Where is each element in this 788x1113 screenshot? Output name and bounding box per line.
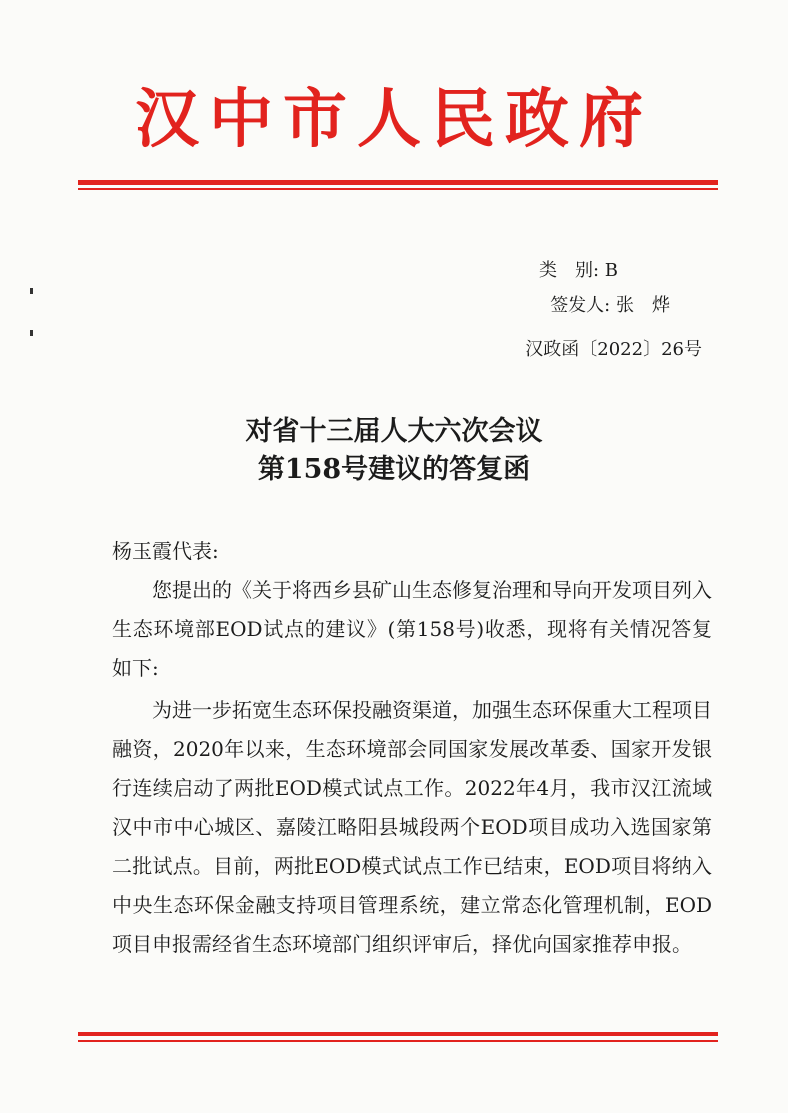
meta-signer-label: 签发人:: [550, 295, 611, 316]
meta-doc-number: 汉政函〔2022〕26号: [525, 339, 702, 360]
letter-paragraph: 为进一步拓宽生态环保投融资渠道，加强生态环保重大工程项目融资，2020年以来，生态环境部会同国家发展改革委、国家开发银行连续启动了两批EOD模式试点工作。2022年4月，我市汉江流域汉中市中心城区、嘉陵江略阳县城段两个EOD项目成功入选国家第二批试点。目前，两批EOD模式试点工作已结束，EOD项目将纳入中央生态环保金融支持项目管理系统，建立常态化管理机制，EOD项目申报需经省生态环境部门组织评审后，择优向国家推荐申报。: [112, 698, 712, 956]
letterhead-rule-thick: [78, 180, 718, 185]
letter-body: [112, 532, 712, 964]
document-title-line-2: 第158号建议的答复函: [257, 454, 531, 485]
meta-signer-value: 张 烨: [616, 295, 670, 316]
letterhead-rule-thin: [78, 188, 718, 190]
letter-salutation: 杨玉霞代表:: [112, 539, 219, 563]
binding-mark: [30, 330, 33, 336]
meta-category-label: 类 别:: [538, 260, 600, 281]
meta-category-value: B: [604, 260, 618, 281]
meta-category: [539, 262, 618, 280]
binding-mark: [30, 288, 33, 294]
footer-rule-thick: [78, 1032, 718, 1036]
document-title-line-1: 对省十三届人大六次会议: [245, 416, 543, 447]
letter-paragraph: 您提出的《关于将西乡县矿山生态修复治理和导向开发项目列入生态环境部EOD试点的建议》(第158号)收悉，现将有关情况答复如下:: [112, 578, 712, 680]
letterhead-title: 汉中市人民政府: [135, 83, 653, 157]
meta-signer: [550, 297, 670, 315]
footer-rule-thin: [78, 1040, 718, 1042]
